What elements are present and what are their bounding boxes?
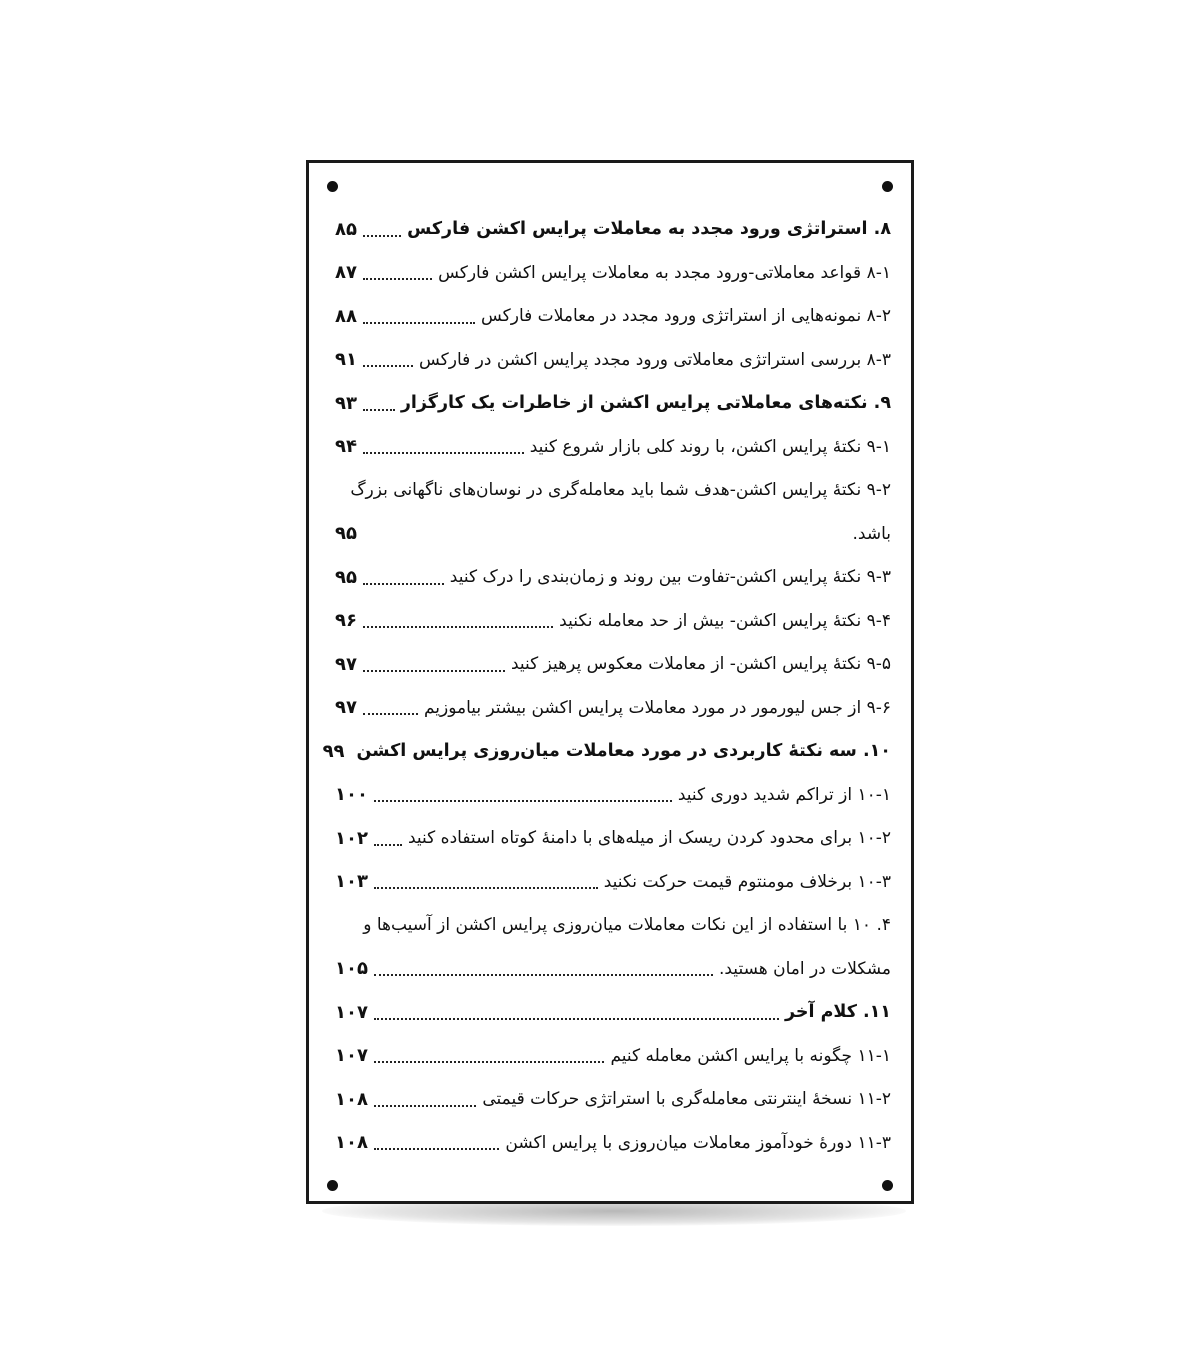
toc-entry-title: ۸-۲ نمونه‌هایی از استراتژی ورود مجدد در معاملات فارکس: [481, 306, 891, 327]
toc-entry-title: ۱۰-۲ برای محدود کردن ریسک از میله‌های با دامنهٔ کوتاه استفاده کنید: [408, 828, 891, 849]
toc-entry-page: ۱۰۰: [335, 784, 368, 806]
corner-dot-icon: [327, 1180, 338, 1191]
toc-chapter-11: [335, 991, 891, 1035]
toc-entry-title: ۹. نکته‌های معاملاتی پرایس اکشن از خاطرات یک کارگزار: [400, 393, 891, 413]
toc-entry-8-3: [335, 339, 891, 383]
toc-entry-11-3: [335, 1122, 891, 1166]
toc-entry-11-2: [335, 1078, 891, 1122]
corner-dot-icon: [882, 181, 893, 192]
corner-dot-icon: [882, 1180, 893, 1191]
dot-leader: [363, 322, 475, 324]
dot-leader: [363, 235, 401, 237]
toc-entry-title: ۹-۵ نکتهٔ پرایس اکشن- از معاملات معکوس پرهیز کنید: [510, 654, 891, 675]
dot-leader: [374, 800, 672, 802]
toc-entry-page: ۱۰۸: [335, 1132, 368, 1154]
toc-entry-page: ۹۴: [335, 436, 357, 458]
toc-chapter-10: [322, 730, 891, 774]
dot-leader: [374, 1018, 779, 1020]
dot-leader: [374, 1148, 499, 1150]
dot-leader: [363, 583, 444, 585]
toc-entry-10-3: [335, 861, 891, 905]
toc-entry-page: ۹۳: [335, 392, 357, 414]
toc-entry-title: باشد.: [852, 523, 891, 544]
toc-entry-9-5: [335, 643, 891, 687]
table-of-contents: [322, 208, 891, 1165]
toc-entry-title: ۹-۳ نکتهٔ پرایس اکشن-تفاوت بین روند و زمان‌بندی را درک کنید: [449, 567, 891, 588]
dot-leader: [374, 974, 713, 976]
dot-leader: [374, 1105, 476, 1107]
toc-entry-title: ۱۰. سه نکتهٔ کاربردی در مورد معاملات میان‌روزی پرایس اکشن: [356, 741, 891, 761]
toc-entry-title: ۸-۱ قواعد معاملاتی-ورود مجدد به معاملات پرایس اکشن فارکس: [438, 262, 891, 283]
toc-entry-page: ۱۰۷: [335, 1001, 368, 1023]
toc-entry-title: ۹-۴ نکتهٔ پرایس اکشن- بیش از حد معامله نکنید: [559, 610, 891, 631]
dot-leader: [374, 887, 598, 889]
toc-page: [306, 160, 914, 1204]
toc-entry-title: مشکلات در امان هستید.: [718, 958, 891, 979]
toc-entry-page: ۱۰۳: [335, 871, 368, 893]
dot-leader: [363, 670, 505, 672]
dot-leader: [363, 713, 418, 715]
toc-entry-page: ۱۰۵: [335, 958, 368, 980]
dot-leader: [374, 1061, 604, 1063]
dot-leader: [374, 844, 402, 846]
dot-leader: [363, 626, 553, 628]
toc-entry-10-4-line2: [335, 948, 891, 992]
toc-entry-page: ۹۷: [335, 653, 357, 675]
toc-entry-title: ۱۱-۲ نسخهٔ اینترنتی معامله‌گری با استراتژی حرکات قیمتی: [482, 1089, 891, 1110]
toc-entry-title: ۸. استراتژی ورود مجدد به معاملات پرایس اکشن فارکس: [407, 219, 891, 239]
toc-entry-page: ۹۷: [335, 697, 357, 719]
toc-chapter-9: [335, 382, 891, 426]
toc-entry-9-1: [335, 426, 891, 470]
toc-chapter-8: [335, 208, 891, 252]
toc-entry-page: ۹۱: [335, 349, 357, 371]
toc-entry-title: ۴. ۱۰ با استفاده از این نکات معاملات میان‌روزی پرایس اکشن از آسیب‌ها و: [363, 915, 891, 936]
dot-leader: [363, 278, 432, 280]
toc-entry-10-4-line1: [335, 904, 891, 948]
toc-entry-page: ۸۸: [335, 305, 357, 327]
toc-entry-title: ۱۱-۳ دورهٔ خودآموز معاملات میان‌روزی با پرایس اکشن: [505, 1132, 891, 1153]
dot-leader: [363, 539, 847, 541]
toc-entry-page: ۹۶: [335, 610, 357, 632]
toc-entry-page: ۹۵: [335, 566, 357, 588]
toc-entry-9-2-line1: [335, 469, 891, 513]
corner-dot-icon: [327, 181, 338, 192]
toc-entry-page: ۱۰۷: [335, 1045, 368, 1067]
dot-leader: [363, 409, 395, 411]
toc-entry-page: ۸۵: [335, 218, 357, 240]
toc-entry-title: ۱۰-۳ برخلاف مومنتوم قیمت حرکت نکنید: [603, 871, 891, 892]
toc-entry-title: ۹-۶ از جس لیورمور در مورد معاملات پرایس اکشن بیشتر بیاموزیم: [423, 697, 891, 718]
toc-entry-9-2-line2: [335, 513, 891, 557]
toc-entry-page: ۱۰۸: [335, 1088, 368, 1110]
toc-entry-8-1: [335, 252, 891, 296]
toc-entry-page: ۹۹: [322, 740, 345, 762]
toc-entry-9-4: [335, 600, 891, 644]
toc-entry-page: ۱۰۲: [335, 827, 368, 849]
toc-entry-9-6: [335, 687, 891, 731]
toc-entry-title: ۱۱-۱ چگونه با پرایس اکشن معامله کنیم: [610, 1045, 891, 1066]
toc-entry-page: ۹۵: [335, 523, 357, 545]
toc-entry-title: ۸-۳ بررسی استراتژی معاملاتی ورود مجدد پرایس اکشن در فارکس: [418, 349, 891, 370]
toc-entry-page: ۸۷: [335, 262, 357, 284]
toc-entry-title: ۹-۱ نکتهٔ پرایس اکشن، با روند کلی بازار شروع کنید: [529, 436, 891, 457]
dot-leader: [363, 365, 413, 367]
toc-entry-9-3: [335, 556, 891, 600]
toc-entry-10-1: [335, 774, 891, 818]
toc-entry-title: ۱۰-۱ از تراکم شدید دوری کنید: [677, 784, 891, 805]
toc-entry-11-1: [335, 1035, 891, 1079]
toc-entry-10-2: [335, 817, 891, 861]
toc-entry-8-2: [335, 295, 891, 339]
dot-leader: [363, 452, 524, 454]
toc-entry-title: ۹-۲ نکتهٔ پرایس اکشن-هدف شما باید معامله‌گری در نوسان‌های ناگهانی بزرگ: [350, 480, 891, 501]
toc-entry-title: ۱۱. کلام آخر: [785, 1002, 891, 1022]
